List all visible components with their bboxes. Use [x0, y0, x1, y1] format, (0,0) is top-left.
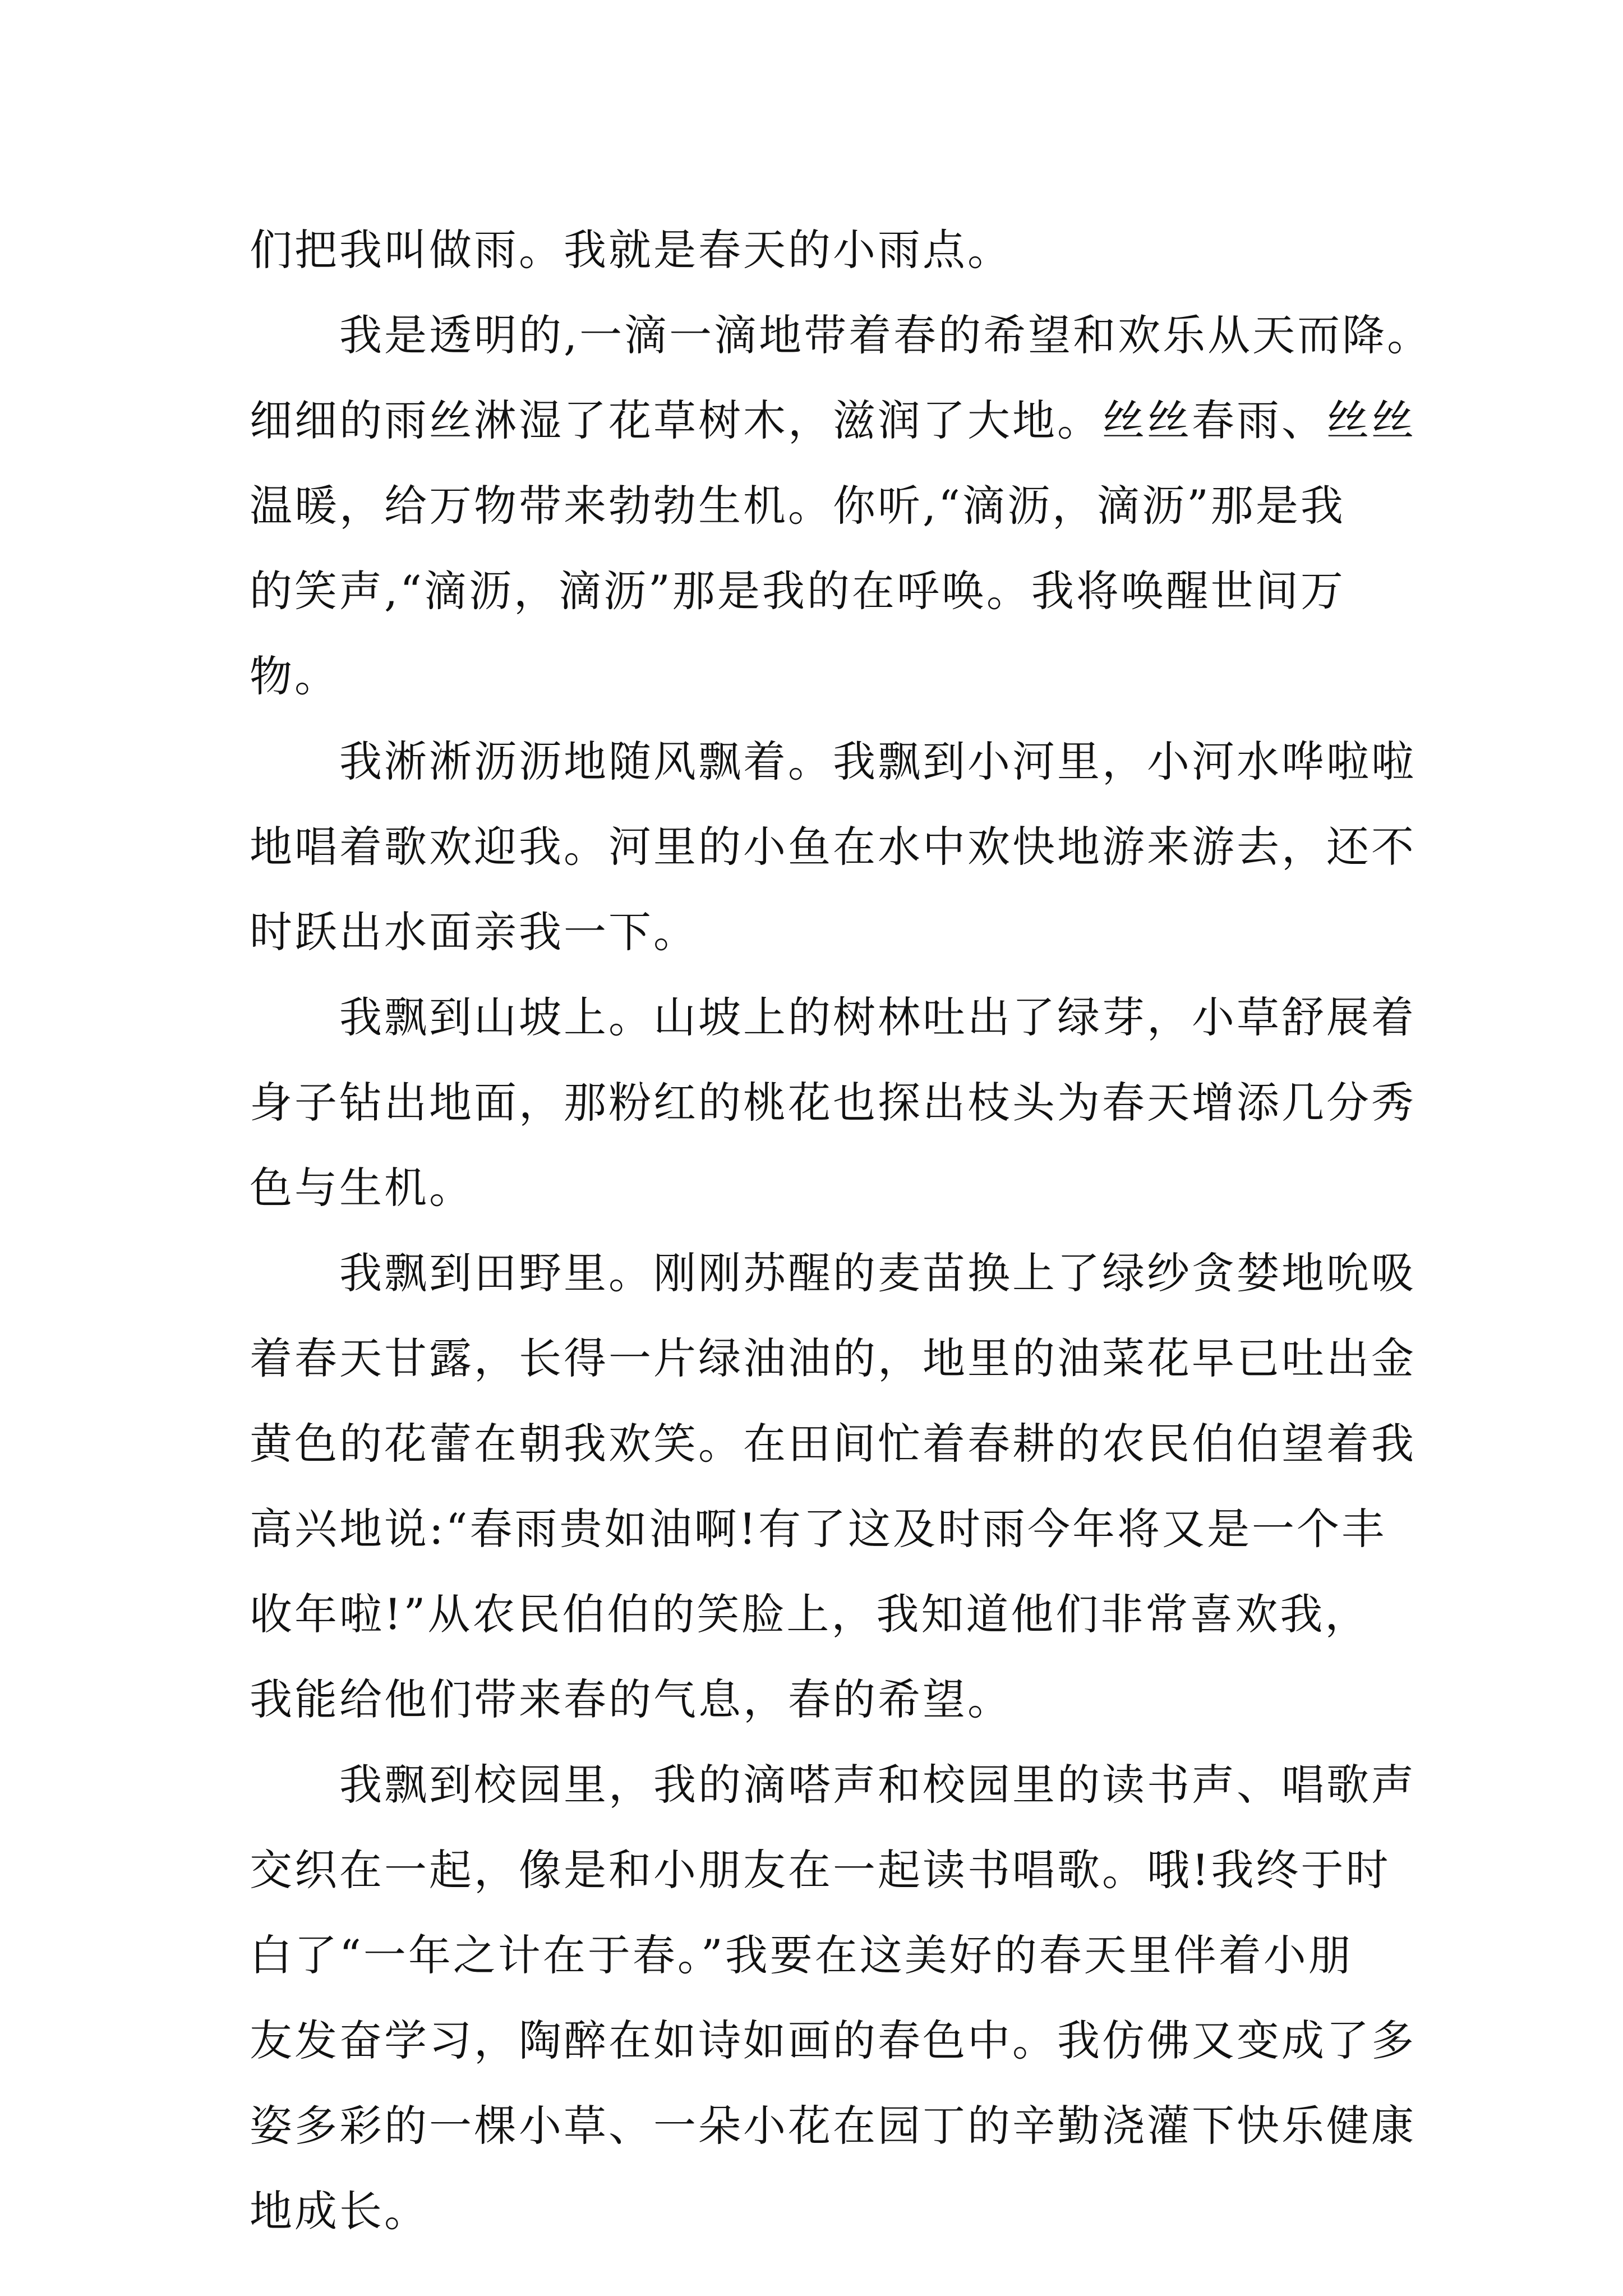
- text-line: 姿多彩的一棵小草、一朵小花在园丁的辛勤浇灌下快乐健康: [250, 2101, 1416, 2151]
- text-line: 收年啦!”从农民伯伯的笑脸上，我知道他们非常喜欢我，: [250, 1589, 1370, 1639]
- text-line: 我飘到山坡上。山坡上的树林吐出了绿芽，小草舒展着: [339, 992, 1416, 1042]
- text-line: 友发奋学习，陶醉在如诗如画的春色中。我仿佛又变成了多: [250, 2016, 1416, 2065]
- text-line: 我是透明的,一滴一滴地带着春的希望和欢乐从天而降。: [339, 310, 1432, 360]
- text-line: 细细的雨丝淋湿了花草树木，滋润了大地。丝丝春雨、丝丝: [250, 395, 1416, 445]
- text-line: 我淅淅沥沥地随风飘着。我飘到小河里，小河水哗啦啦: [339, 737, 1416, 786]
- body-text: [250, 208, 1432, 2254]
- text-line: 身子钻出地面，那粉红的桃花也探出枝头为春天增添几分秀: [250, 1078, 1416, 1128]
- text-line: 色与生机。: [250, 1163, 474, 1213]
- text-line: 物。: [250, 651, 339, 701]
- text-line: 交织在一起，像是和小朋友在一起读书唱歌。哦!我终于时: [250, 1845, 1391, 1895]
- text-line: 地唱着歌欢迎我。河里的小鱼在水中欢快地游来游去，还不: [250, 822, 1416, 872]
- text-line: 着春天甘露，长得一片绿油油的，地里的油菜花早已吐出金: [250, 1333, 1416, 1383]
- text-line: 我飘到田野里。刚刚苏醒的麦苗换上了绿纱贪婪地吮吸: [339, 1248, 1416, 1298]
- text-line: 时跃出水面亲我一下。: [250, 907, 698, 957]
- text-line: 的笑声,“滴沥，滴沥”那是我的在呼唤。我将唤醒世间万: [250, 566, 1345, 616]
- text-line: 高兴地说:“春雨贵如油啊!有了这及时雨今年将又是一个丰: [250, 1504, 1386, 1554]
- text-line: 地成长。: [250, 2186, 429, 2236]
- text-line: 我飘到校园里，我的滴嗒声和校园里的读书声、唱歌声: [339, 1760, 1416, 1810]
- text-line: 白了“一年之计在于春。”我要在这美好的春天里伴着小朋: [250, 1930, 1353, 1980]
- text-line: 我能给他们带来春的气息，春的希望。: [250, 1674, 1012, 1724]
- text-line: 黄色的花蕾在朝我欢笑。在田间忙着春耕的农民伯伯望着我: [250, 1419, 1416, 1469]
- text-line: 们把我叫做雨。我就是春天的小雨点。: [250, 225, 1012, 275]
- text-line: 温暖，给万物带来勃勃生机。你听,“滴沥，滴沥”那是我: [250, 481, 1345, 531]
